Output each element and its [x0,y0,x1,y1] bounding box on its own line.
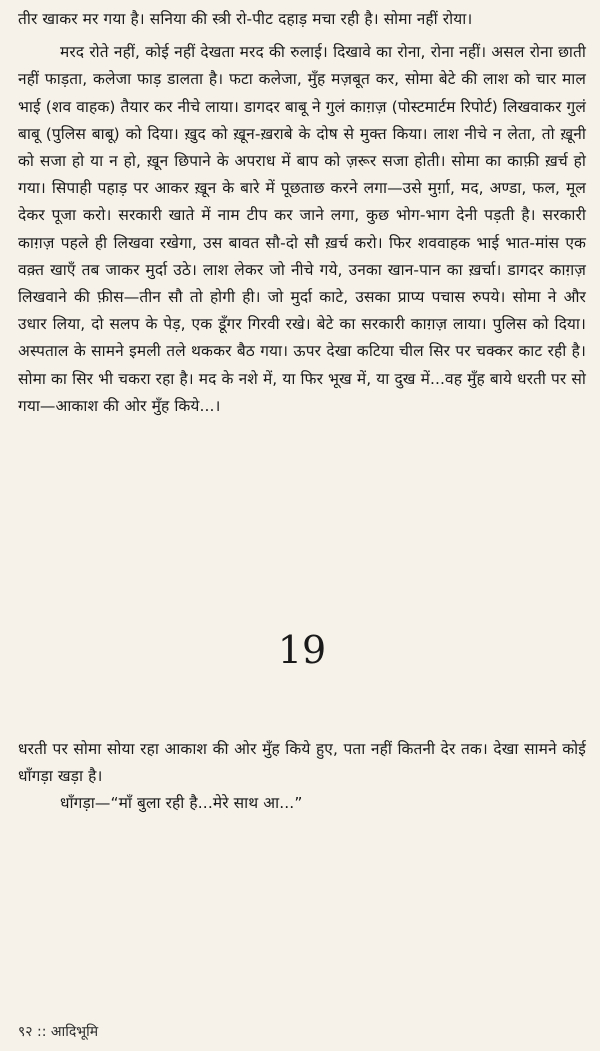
chapter-number: 19 [277,628,327,673]
paragraph-somas-grief: मरद रोते नहीं, कोई नहीं देखता मरद की रुलाई। दिखावे का रोना, रोना नहीं। असल रोना छाती नहीं फाड़ता, कलेजा फाड़ डालता है। फटा कलेजा, मुँह मज़बूत कर, सोमा बेटे की लाश को चार माल भाई (शव वाहक) तैयार कर नीचे लाया। डागदर बाबू ने गुलं काग़ज़ (पोस्टमार्टम रिपोर्ट) लिखवाकर गुलं बाबू (पुलिस बाबू) को दिया। ख़ुद को ख़ून-ख़राबे के दोष से मुक्त किया। लाश नीचे न लेता, तो ख़ूनी को सजा हो या न हो, ख़ून छिपाने के अपराध में बाप को ज़रूर सजा होती। सोमा का काफ़ी ख़र्च हो गया। सिपाही पहाड़ पर आकर ख़ून के बारे में पूछताछ करने लगा—उसे मुर्ग़ा, मद, अण्डा, फल, मूल देकर पूजा करो। सरकारी खाते में नाम टीप कर जाने लगा, कुछ भोग-भाग देनी पड़ती है। सरकारी काग़ज़ पहले ही लिखवा रखेगा, उस बावत सौ-दो सौ ख़र्च करो। फिर शववाहक भाई भात-मांस एक वक़्त खाएँ तब जाकर मुर्दा उठे। लाश लेकर जो नीचे गये, उनका खान-पान का ख़र्चा। डागदर काग़ज़ लिखवाने की फ़ीस—तीन सौ तो होगी ही। जो मुर्दा काटे, उसका प्राप्य पचास रुपये। सोमा ने और उधार लिया, दो सलप के पेड़, एक डूँगर गिरवी रखे। बेटे का सरकारी काग़ज़ लाया। पुलिस को दिया। अस्पताल के सामने इमली तले थककर बैठ गया। ऊपर देखा कटिया चील सिर पर चक्कर काट रही है। सोमा का सिर भी चकरा रहा है। मद के नशे में, या फिर भूख में, या दुख में...वह मुँह बाये धरती पर सो गया—आकाश की ओर मुँह किये...। [18,43,587,415]
page-footer: ९२ :: आदिभूमि [18,1024,99,1040]
chapter-paragraph-1: धरती पर सोमा सोया रहा आकाश की ओर मुँह किये हुए, पता नहीं कितनी देर तक। देखा सामने कोई धाँगड़ा खड़ा है। [18,740,586,786]
chapter-paragraph-2: धाँगड़ा—“माँ बुला रही है...मेरे साथ आ...” [60,794,303,813]
paragraph-continuation: तीर खाकर मर गया है। सनिया की स्त्री रो-पीट दहाड़ मचा रही है। सोमा नहीं रोया। [18,10,473,28]
